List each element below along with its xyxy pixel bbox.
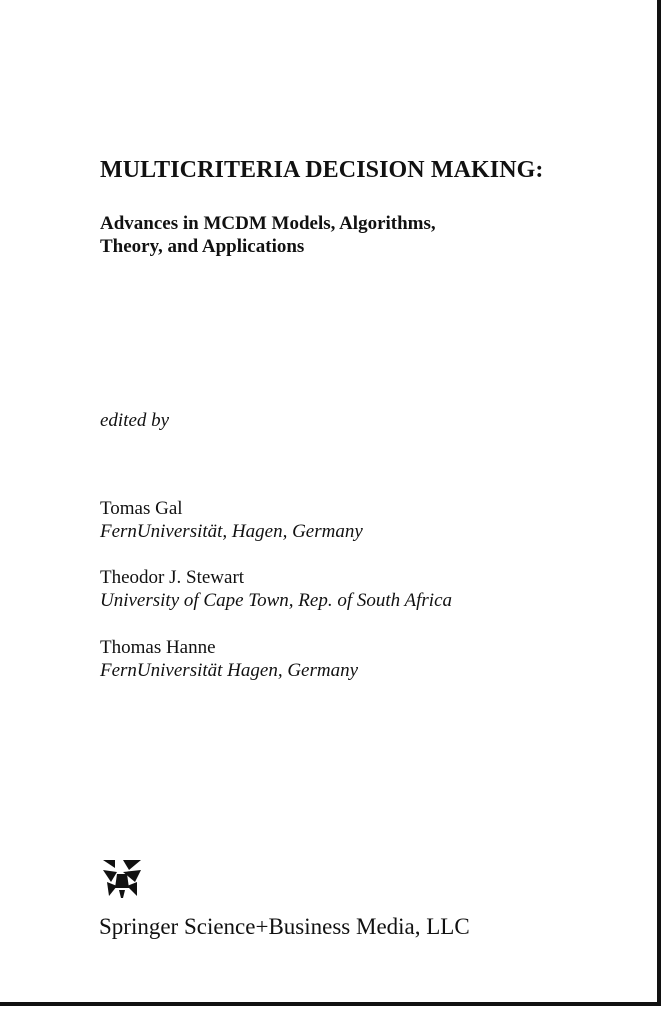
subtitle-line-1: Advances in MCDM Models, Algorithms,: [100, 213, 436, 234]
editor-name: Tomas Gal: [100, 498, 183, 519]
edited-by-label: edited by: [100, 410, 170, 431]
book-subtitle: [100, 212, 436, 258]
page-edge-bottom: [0, 1002, 661, 1006]
page-edge-right: [657, 0, 661, 1006]
book-title: MULTICRITERIA DECISION MAKING:: [100, 157, 544, 183]
editor-name: Thomas Hanne: [100, 637, 216, 658]
editor-entry: [100, 566, 452, 612]
editor-affiliation: FernUniversität, Hagen, Germany: [100, 521, 363, 542]
editor-entry: [100, 636, 358, 682]
editor-affiliation: University of Cape Town, Rep. of South Africa: [100, 590, 453, 611]
editor-name: Theodor J. Stewart: [100, 567, 245, 588]
editor-entry: [100, 497, 363, 543]
publisher-name: Springer Science+Business Media, LLC: [99, 914, 470, 939]
subtitle-line-2: Theory, and Applications: [100, 236, 305, 257]
springer-chess-knight-icon: [101, 858, 143, 898]
editor-affiliation: FernUniversität Hagen, Germany: [100, 660, 359, 681]
